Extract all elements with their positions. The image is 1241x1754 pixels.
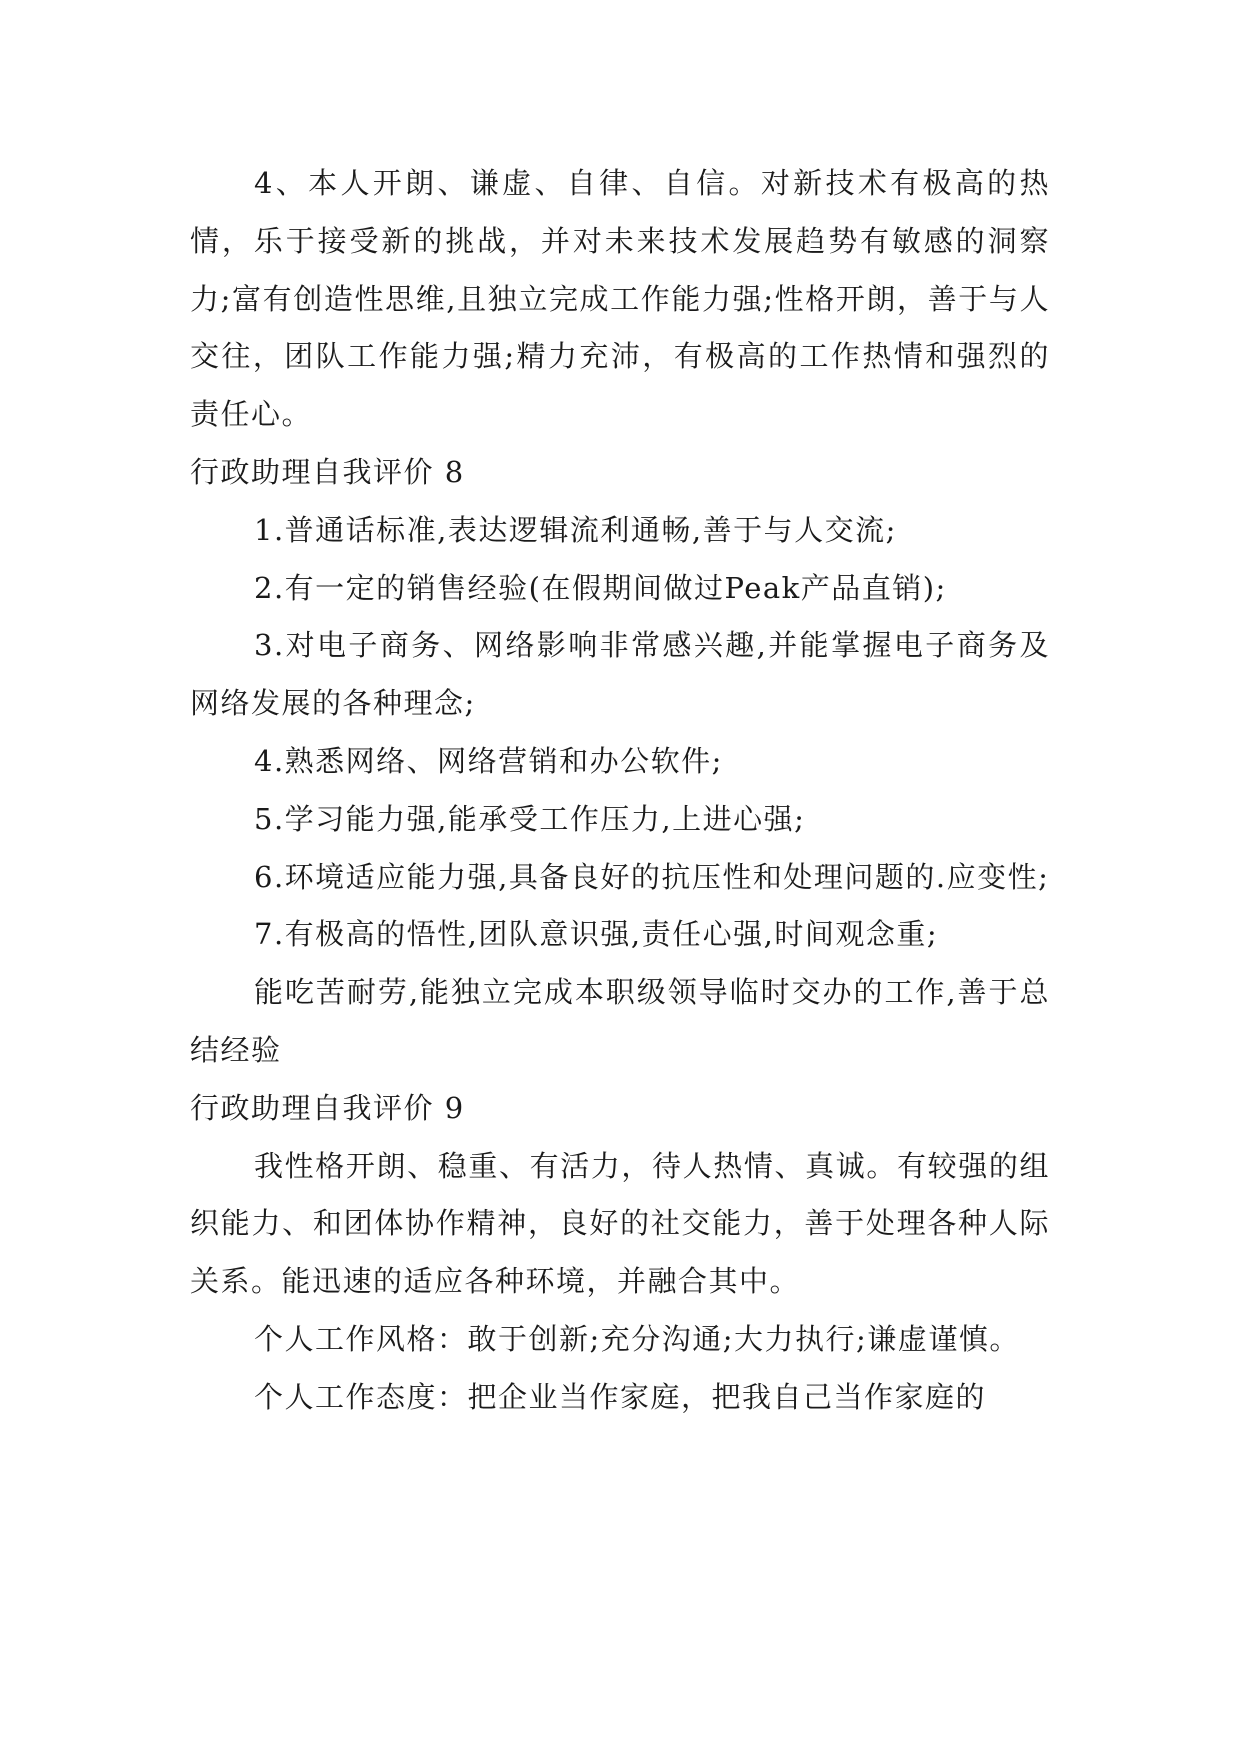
paragraph-8-summary: 能吃苦耐劳,能独立完成本职级领导临时交办的工作,善于总结经验 <box>190 975 1050 1067</box>
section-heading-9: 行政助理自我评价 9 <box>190 1090 465 1125</box>
list-item-8-4: 4.熟悉网络、网络营销和办公软件; <box>254 743 723 778</box>
paragraph-self-evaluation-4: 4、本人开朗、谦虚、自律、自信。对新技术有极高的热情，乐于接受新的挑战，并对未来技术发展趋势有敏感的洞察力;富有创造性思维,且独立完成工作能力强;性格开朗，善于与人交往，团队工作能力强;精力充沛，有极高的工作热情和强烈的责任心。 <box>190 166 1050 432</box>
list-item-8-1: 1.普通话标准,表达逻辑流利通畅,善于与人交流; <box>254 512 897 547</box>
paragraph-9-work-attitude: 个人工作态度：把企业当作家庭，把我自己当作家庭的 <box>254 1379 987 1414</box>
list-item-8-6: 6.环境适应能力强,具备良好的抗压性和处理问题的.应变性; <box>254 859 1050 894</box>
list-item-8-2: 2.有一定的销售经验(在假期间做过Peak产品直销); <box>254 570 947 605</box>
list-item-8-5: 5.学习能力强,能承受工作压力,上进心强; <box>254 801 806 836</box>
paragraph-9-work-style: 个人工作风格：敢于创新;充分沟通;大力执行;谦虚谨慎。 <box>254 1321 1020 1356</box>
list-item-8-7: 7.有极高的悟性,团队意识强,责任心强,时间观念重; <box>254 917 939 952</box>
paragraph-9-personality: 我性格开朗、稳重、有活力，待人热情、真诚。有较强的组织能力、和团体协作精神，良好的社交能力，善于处理各种人际关系。能迅速的适应各种环境，并融合其中。 <box>190 1148 1050 1299</box>
section-heading-8: 行政助理自我评价 8 <box>190 454 465 489</box>
list-item-8-3: 3.对电子商务、网络影响非常感兴趣,并能掌握电子商务及网络发展的各种理念; <box>190 628 1050 721</box>
document-body <box>190 155 1050 1427</box>
